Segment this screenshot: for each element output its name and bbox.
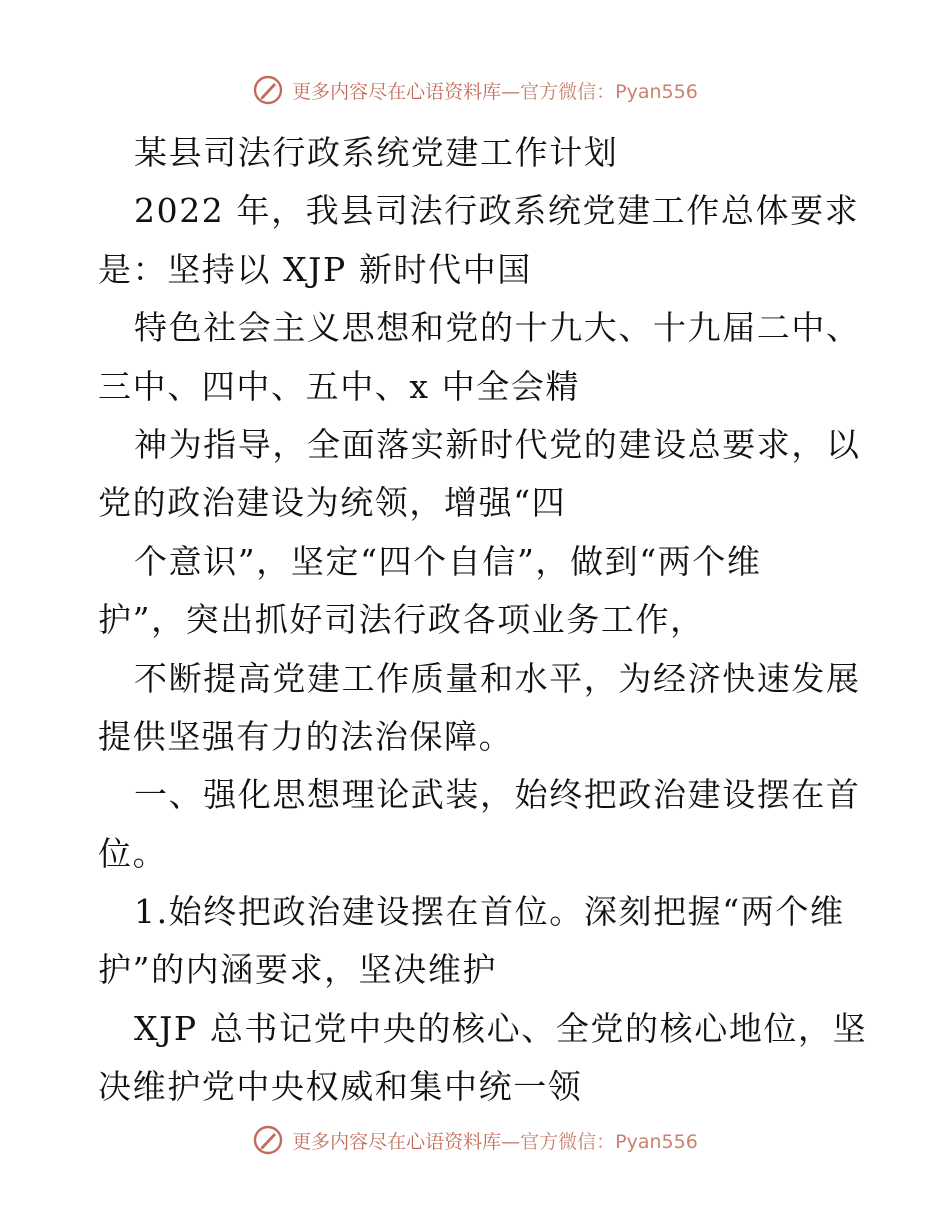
document-line: 决维护党中央权威和集中统一领 — [98, 1067, 583, 1107]
document-line: 某县司法行政系统党建工作计划 — [134, 133, 619, 172]
document-line: 党的政治建设为统领，增强“四 — [98, 483, 567, 523]
document-line: 个意识”，坚定“四个自信”，做到“两个维 — [134, 541, 762, 581]
watermark-brand: 更多内容尽在心语资料库 — [292, 80, 502, 103]
document-line: 不断提高党建工作质量和水平，为经济快速发展 — [134, 658, 861, 698]
document-line: 是：坚持以 XJP 新时代中国 — [98, 249, 532, 289]
document-line: 护”，突出抓好司法行政各项业务工作， — [98, 600, 705, 640]
watermark-contact: 官方微信：Pyan556 — [520, 80, 698, 103]
document-line: 神为指导，全面落实新时代党的建设总要求，以 — [134, 424, 861, 464]
document-body — [98, 124, 868, 1117]
quill-pen-logo-icon — [252, 74, 284, 106]
document-line: 提供坚强有力的法治保障。 — [98, 716, 514, 756]
document-line: XJP 总书记党中央的核心、全党的核心地位，坚 — [134, 1008, 868, 1048]
document-line: 2022 年，我县司法行政系统党建工作总体要求 — [134, 191, 860, 231]
header-watermark — [0, 70, 950, 110]
footer-watermark — [0, 1120, 950, 1160]
watermark-text — [292, 1127, 698, 1154]
watermark-contact: 官方微信：Pyan556 — [520, 1130, 698, 1153]
watermark-text — [292, 77, 698, 104]
document-line: 护”的内涵要求，坚决维护 — [98, 950, 498, 990]
document-line: 位。 — [98, 833, 168, 873]
watermark-dash: — — [501, 80, 521, 103]
watermark-dash: — — [501, 1130, 521, 1153]
watermark-brand: 更多内容尽在心语资料库 — [292, 1130, 502, 1153]
document-line: 特色社会主义思想和党的十九大、十九届二中、 — [134, 308, 861, 348]
document-line: 三中、四中、五中、x 中全会精 — [98, 366, 581, 406]
quill-pen-logo-icon — [252, 1124, 284, 1156]
document-line: 一、强化思想理论武装，始终把政治建设摆在首 — [134, 775, 861, 815]
document-line: 1.始终把政治建设摆在首位。深刻把握“两个维 — [134, 892, 845, 932]
